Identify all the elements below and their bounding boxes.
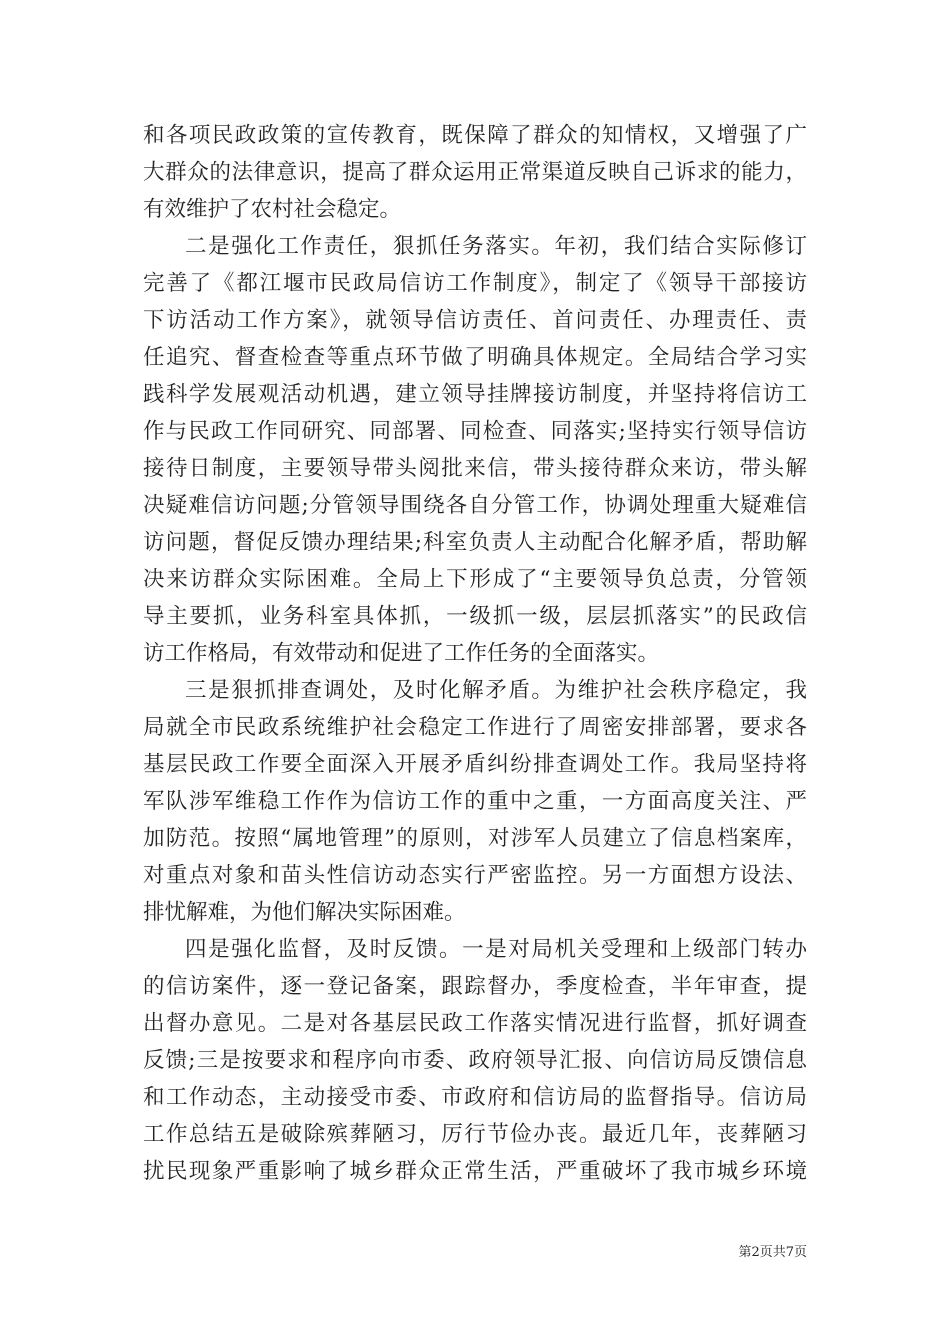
text-line: 基层民政工作要全面深入开展矛盾纠纷排查调处工作。我局坚持将 <box>143 752 807 777</box>
paragraph-start-line: 四是强化监督，及时反馈。一是对局机关受理和上级部门转办 <box>185 937 807 962</box>
text-line: 下访活动工作方案》，就领导信访责任、首问责任、办理责任、责 <box>143 308 807 333</box>
text-line: 的信访案件，逐一登记备案，跟踪督办，季度检查，半年审查，提 <box>143 974 807 999</box>
text-line: 加防范。按照“属地管理”的原则，对涉军人员建立了信息档案库， <box>143 826 807 851</box>
text-line: 工作总结五是破除殡葬陋习，厉行节俭办丧。最近几年，丧葬陋习 <box>143 1122 807 1147</box>
text-line: 军队涉军维稳工作作为信访工作的重中之重，一方面高度关注、严 <box>143 789 807 814</box>
text-line: 大群众的法律意识，提高了群众运用正常渠道反映自己诉求的能力， <box>143 160 807 185</box>
text-line: 对重点对象和苗头性信访动态实行严密监控。另一方面想方设法、 <box>143 863 807 888</box>
text-line: 决疑难信访问题;分管领导围绕各自分管工作，协调处理重大疑难信 <box>143 493 807 518</box>
text-line: 接待日制度，主要领导带头阅批来信，带头接待群众来访，带头解 <box>143 456 807 481</box>
text-line: 践科学发展观活动机遇，建立领导挂牌接访制度，并坚持将信访工 <box>143 382 807 407</box>
page-number: 第2页共7页 <box>738 1245 807 1260</box>
text-line: 决来访群众实际困难。全局上下形成了“主要领导负总责，分管领 <box>143 567 807 592</box>
text-line: 作与民政工作同研究、同部署、同检查、同落实;坚持实行领导信访 <box>143 419 807 444</box>
paragraph-start-line: 三是狠抓排查调处，及时化解矛盾。为维护社会秩序稳定，我 <box>185 678 807 703</box>
text-line: 访工作格局，有效带动和促进了工作任务的全面落实。 <box>143 641 660 666</box>
text-line: 反馈;三是按要求和程序向市委、政府领导汇报、向信访局反馈信息 <box>143 1048 807 1073</box>
text-line: 出督办意见。二是对各基层民政工作落实情况进行监督，抓好调查 <box>143 1011 807 1036</box>
paragraph-start-line: 二是强化工作责任，狠抓任务落实。年初，我们结合实际修订 <box>185 234 807 259</box>
text-line: 有效维护了农村社会稳定。 <box>143 197 402 222</box>
text-line: 排忧解难，为他们解决实际困难。 <box>143 900 466 925</box>
text-line: 和各项民政政策的宣传教育，既保障了群众的知情权，又增强了广 <box>143 123 807 148</box>
text-line: 访问题，督促反馈办理结果;科室负责人主动配合化解矛盾，帮助解 <box>143 530 807 555</box>
text-line: 导主要抓，业务科室具体抓，一级抓一级，层层抓落实”的民政信 <box>143 604 807 629</box>
text-line: 任追究、督查检查等重点环节做了明确具体规定。全局结合学习实 <box>143 345 807 370</box>
text-line: 和工作动态，主动接受市委、市政府和信访局的监督指导。信访局 <box>143 1085 807 1110</box>
text-line: 局就全市民政系统维护社会稳定工作进行了周密安排部署，要求各 <box>143 715 807 740</box>
text-line: 扰民现象严重影响了城乡群众正常生活，严重破坏了我市城乡环境 <box>143 1159 807 1184</box>
text-line: 完善了《都江堰市民政局信访工作制度》，制定了《领导干部接访 <box>143 271 807 296</box>
